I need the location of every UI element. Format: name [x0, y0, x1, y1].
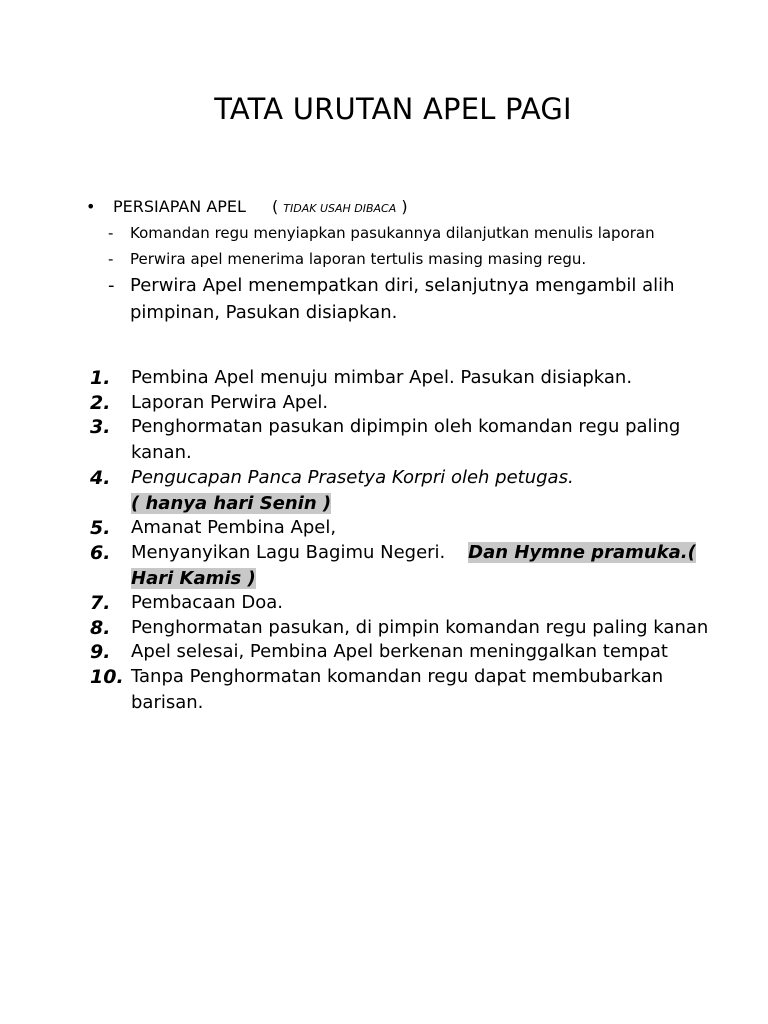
step-text: Tanpa Penghormatan komandan regu dapat membubarkan barisan.	[131, 665, 664, 713]
step-text: Pembacaan Doa.	[131, 592, 283, 613]
step-text: Penghormatan pasukan, di pimpin komandan regu paling kanan	[131, 616, 709, 638]
preparation-note: TIDAK USAH DIBACA	[283, 202, 397, 215]
step-number: 4.	[90, 466, 111, 489]
step-item	[90, 390, 730, 416]
step-number: 5.	[90, 517, 111, 539]
step-item	[90, 465, 730, 517]
step-item	[90, 590, 730, 616]
step-item	[90, 639, 730, 665]
preparation-item-text: Perwira apel menerima laporan tertulis masing masing regu.	[130, 250, 587, 268]
note-open-paren: (	[271, 197, 279, 216]
note-close-paren: )	[401, 197, 408, 216]
step-item	[90, 414, 730, 466]
preparation-item-text: Perwira Apel menempatkan diri, selanjutnya mengambil alih pimpinan, Pasukan disiapkan.	[130, 275, 675, 323]
step-text: Apel selesai, Pembina Apel berkenan meninggalkan tempat	[131, 641, 668, 662]
dash-icon: -	[108, 224, 114, 242]
step-text: Menyanyikan Lagu Bagimu Negeri.	[131, 541, 446, 563]
step-text: Laporan Perwira Apel.	[131, 391, 329, 413]
preparation-item-text: Komandan regu menyiapkan pasukannya dilanjutkan menulis laporan	[130, 224, 655, 242]
step-text: Penghormatan pasukan dipimpin oleh komandan regu paling kanan.	[131, 416, 681, 463]
step-item	[90, 664, 730, 716]
step-number: 6.	[90, 541, 111, 564]
step-number: 8.	[90, 616, 111, 639]
bullet-icon: •	[86, 197, 96, 216]
step-number: 7.	[90, 592, 111, 614]
preparation-list	[82, 220, 722, 326]
step-text: Pengucapan Panca Prasetya Korpri oleh petugas.	[131, 466, 574, 488]
step-number: 3.	[90, 416, 111, 438]
step-item	[90, 615, 730, 641]
dash-icon: -	[108, 275, 115, 296]
step-item	[90, 515, 730, 541]
preparation-item	[82, 220, 722, 246]
preparation-item	[82, 246, 722, 272]
step-item	[90, 540, 730, 592]
step-number: 10.	[90, 665, 124, 688]
step-text: Amanat Pembina Apel,	[131, 517, 337, 538]
step-text: Pembina Apel menuju mimbar Apel. Pasukan disiapkan.	[131, 367, 633, 388]
preparation-item	[82, 272, 722, 326]
step-item	[90, 365, 730, 391]
step-number: 9.	[90, 641, 111, 663]
preparation-heading: PERSIAPAN APEL	[113, 197, 246, 216]
step-number: 1.	[90, 367, 111, 389]
preparation-section	[82, 196, 722, 326]
step-highlight: ( hanya hari Senin )	[131, 492, 332, 514]
steps-list	[90, 365, 730, 714]
step-highlight: Dan Hymne pramuka.( Hari Kamis )	[131, 541, 696, 589]
preparation-heading-line	[82, 196, 722, 220]
document-title: TATA URUTAN APEL PAGI	[214, 92, 572, 126]
step-number: 2.	[90, 391, 111, 414]
dash-icon: -	[108, 250, 114, 268]
